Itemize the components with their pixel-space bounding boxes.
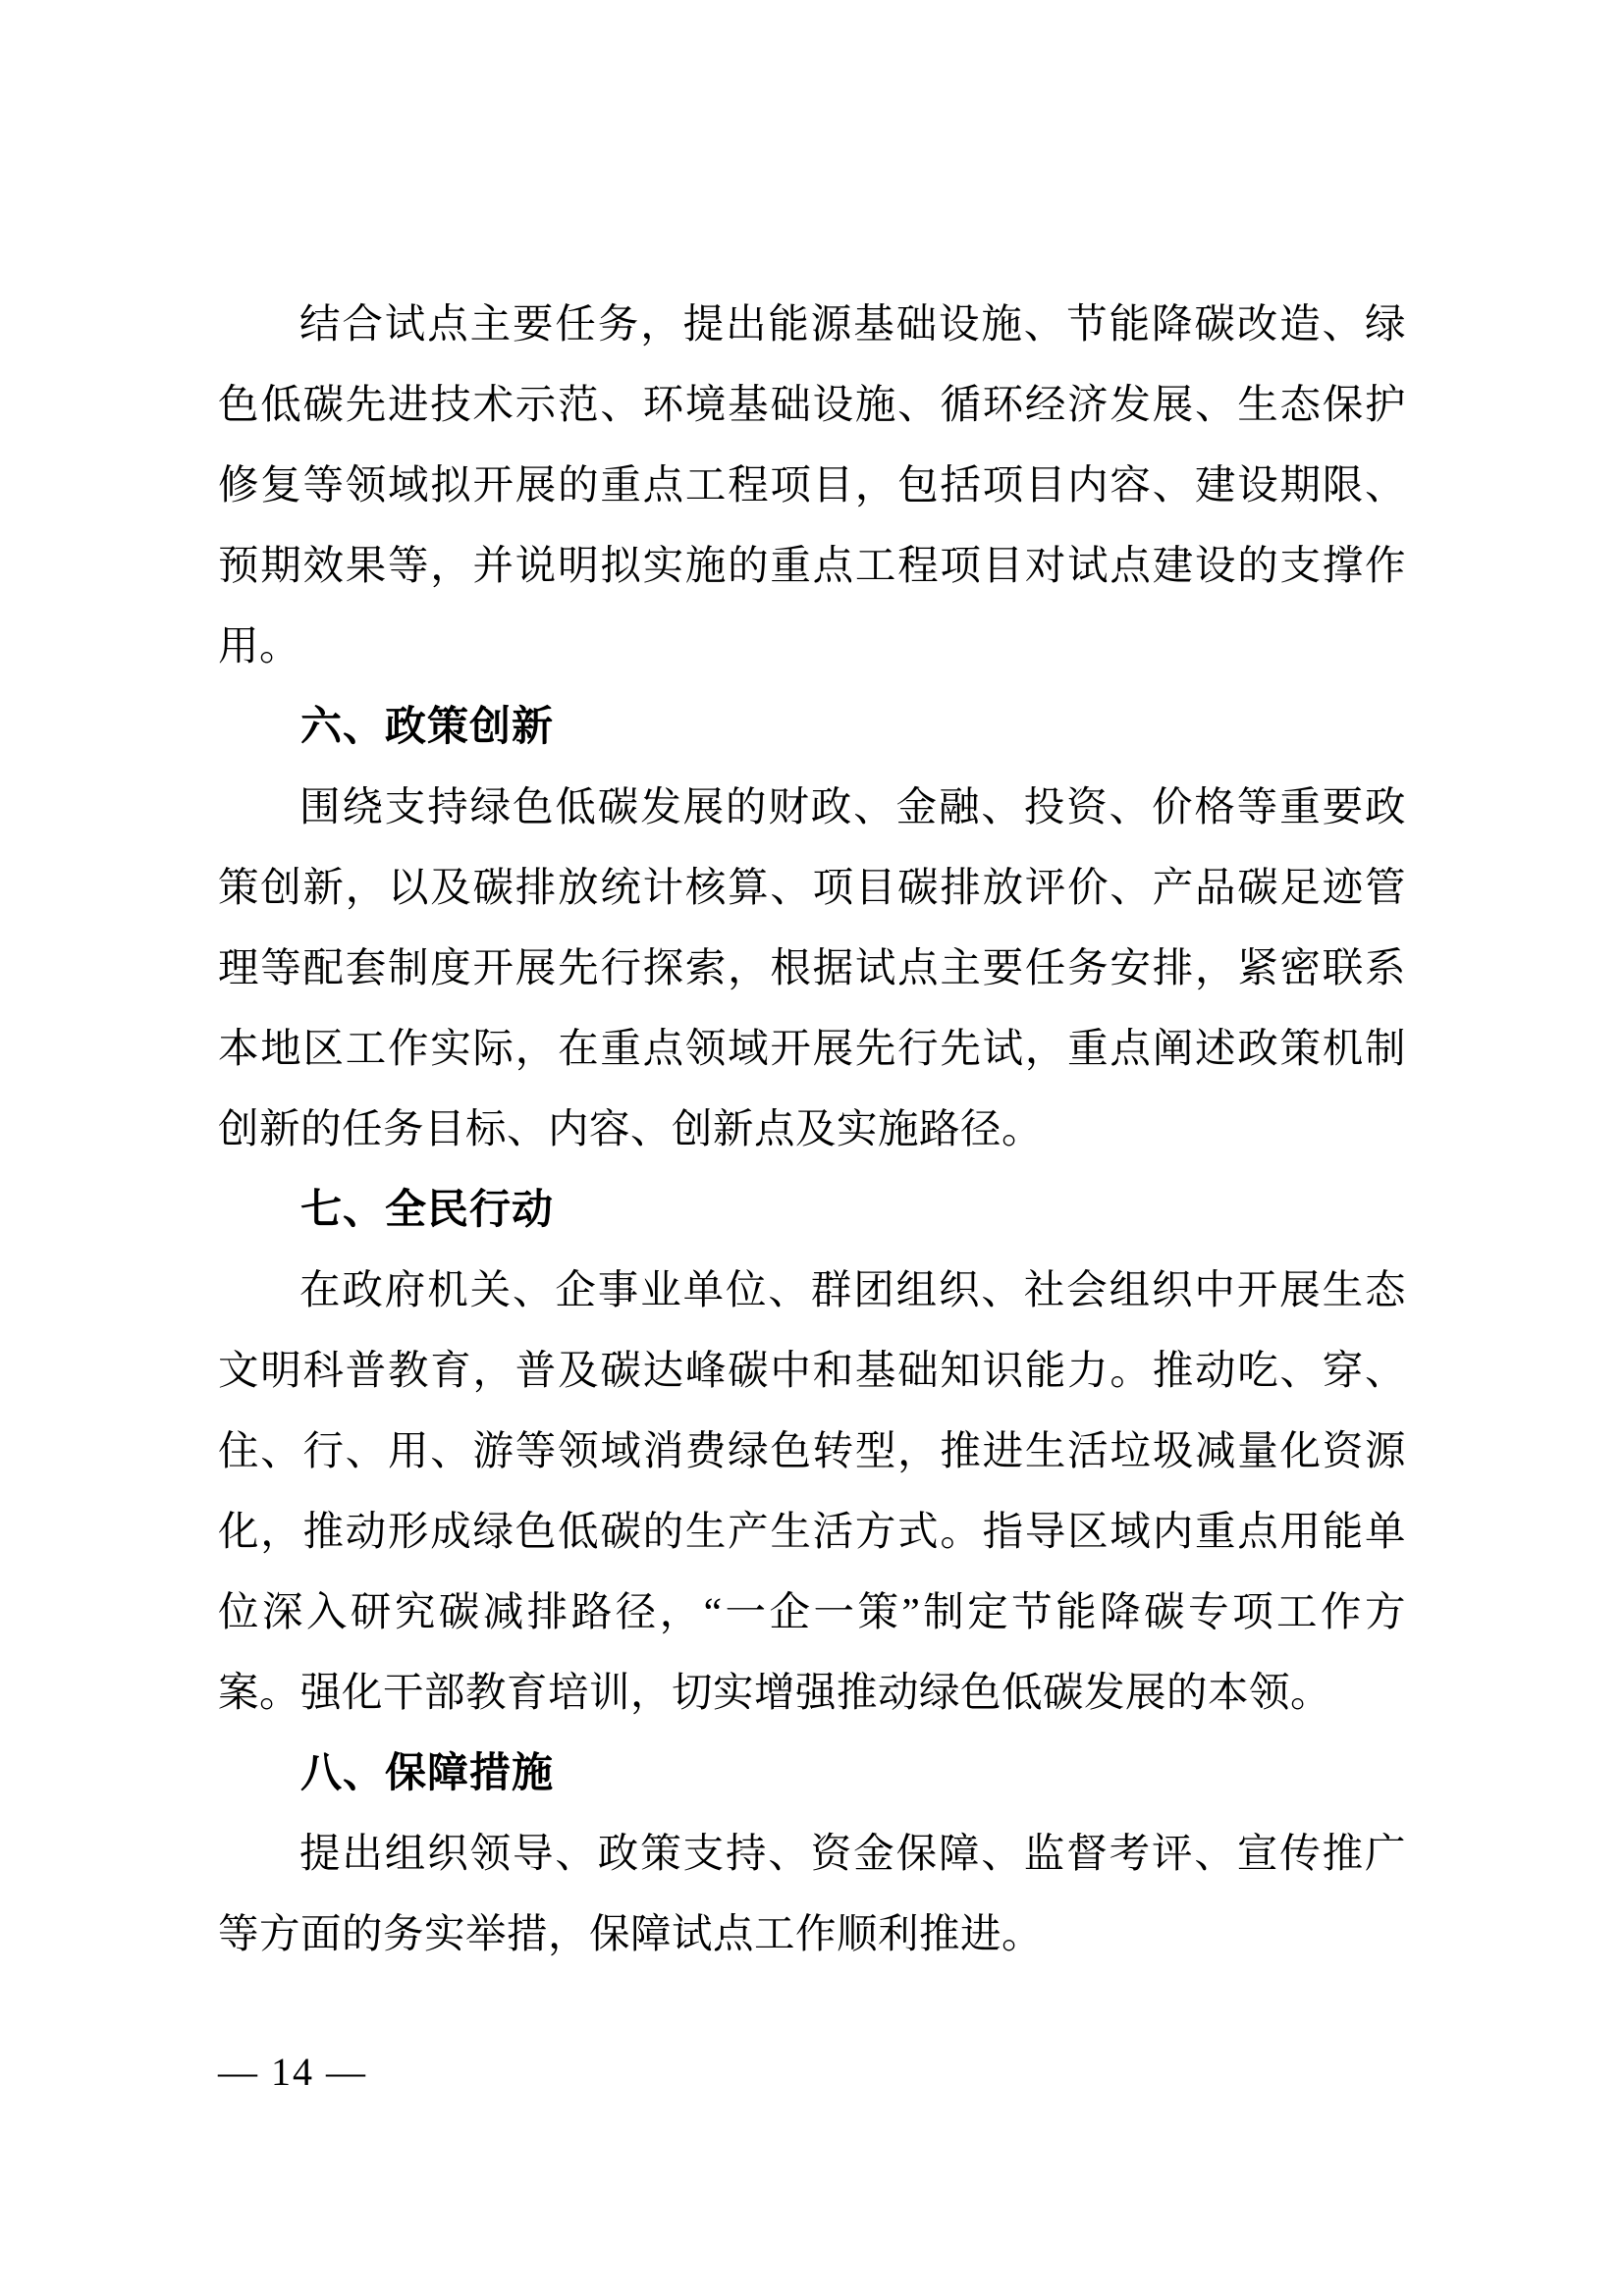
- section-heading-public-action: 七、全民行动: [300, 1186, 555, 1232]
- paragraph-key-projects: 结合试点主要任务，提出能源基础设施、节能降碳改造、绿色低碳先进技术示范、环境基础设施、循环经济发展、生态保护修复等领域拟开展的重点工程项目，包括项目内容、建设期限、预期效果等，并说明拟实施的重点工程项目对试点建设的支撑作用。: [218, 301, 1406, 668]
- page-number: — 14 —: [218, 2050, 367, 2094]
- section-heading-policy-innovation: 六、政策创新: [300, 703, 555, 749]
- document-body: [218, 284, 1406, 1974]
- paragraph-public-action: 在政府机关、企事业单位、群团组织、社会组织中开展生态文明科普教育，普及碳达峰碳中和基础知识能力。推动吃、穿、住、行、用、游等领域消费绿色转型，推进生活垃圾减量化资源化，推动形成绿色低碳的生产生活方式。指导区域内重点用能单位深入研究碳减排路径，“一企一策”制定节能降碳专项工作方案。强化干部教育培训，切实增强推动绿色低碳发展的本领。: [218, 1267, 1406, 1715]
- paragraph-safeguard-measures: 提出组织领导、政策支持、资金保障、监督考评、宣传推广等方面的务实举措，保障试点工作顺利推进。: [218, 1831, 1406, 1956]
- paragraph-policy-innovation: 围绕支持绿色低碳发展的财政、金融、投资、价格等重要政策创新，以及碳排放统计核算、项目碳排放评价、产品碳足迹管理等配套制度开展先行探索，根据试点主要任务安排，紧密联系本地区工作实际，在重点领域开展先行先试，重点阐述政策机制创新的任务目标、内容、创新点及实施路径。: [218, 784, 1406, 1151]
- section-heading-safeguard-measures: 八、保障措施: [300, 1749, 555, 1795]
